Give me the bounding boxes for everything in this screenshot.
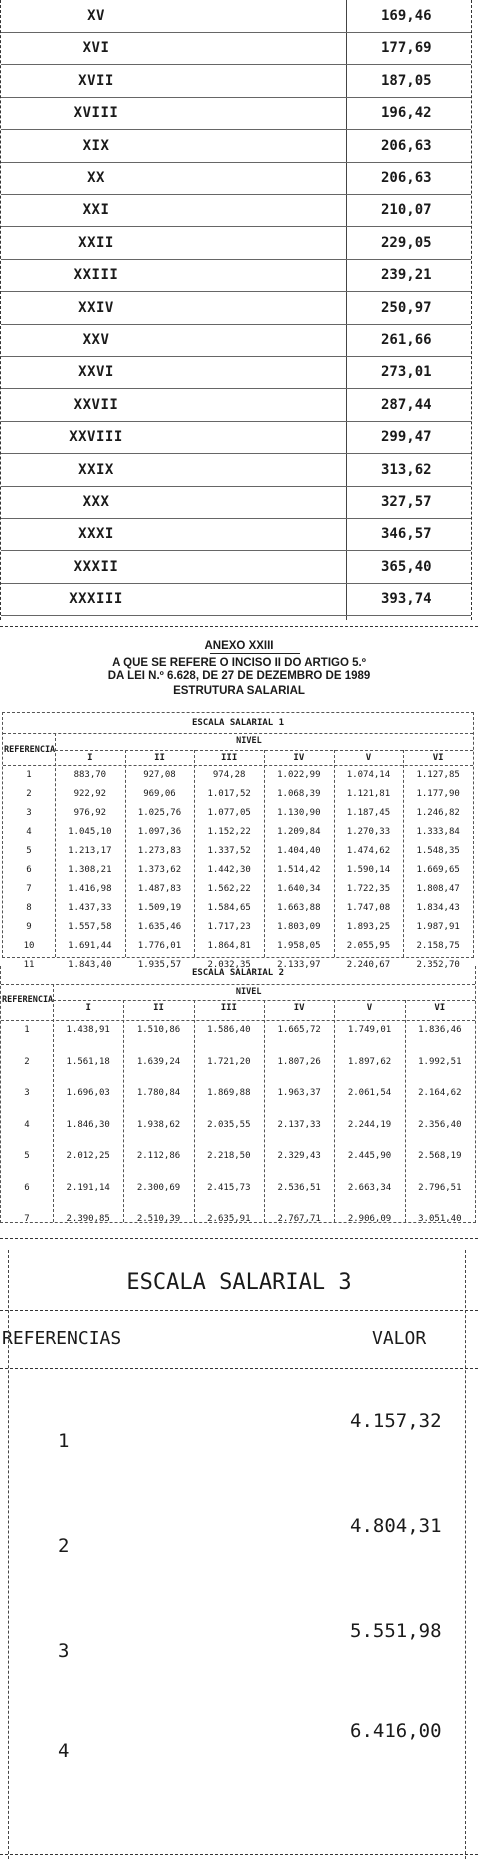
value-cell: 1.938,62 [136,1119,181,1130]
reference-cell: 3 [58,1640,70,1662]
value-cell: 1.935,57 [137,960,182,970]
value-cell: 1.721,20 [207,1056,251,1067]
value-cell: 2.112,86 [136,1151,181,1161]
value-cell: 2.329,43 [277,1151,321,1161]
table-row [1,324,471,357]
value-cell: 2.012,25 [66,1151,110,1161]
value-cell: 1.416,98 [68,884,112,894]
value-cell: 1.127,85 [416,770,460,780]
value-cell: 4.157,32 [350,1410,442,1432]
value-cell: 6.416,00 [350,1720,442,1742]
right-border [465,1250,466,1859]
table-row [1,292,471,325]
scale-title: ESCALA SALARIAL 2 [191,968,285,978]
value-cell: 2.164,62 [418,1088,462,1098]
value-cell: 273,01 [381,364,432,381]
value-cell: 1.776,01 [137,941,182,951]
value-cell: 2.568,19 [418,1151,462,1161]
annex-reference-line: A QUE SE REFERE O INCISO II DO ARTIGO 5.º [112,657,366,669]
value-cell: 1.807,26 [277,1056,321,1067]
value-cell: 2.137,33 [277,1119,321,1130]
level-column-header: VI [432,753,444,763]
title-divider [3,733,473,734]
table-row [1,130,471,163]
value-cell: 2.061,54 [347,1088,392,1098]
value-cell: 1.864,81 [207,941,251,951]
value-cell: 1.373,62 [137,865,182,875]
value-cell: 883,70 [73,770,107,780]
value-cell: 1.557,58 [68,922,112,932]
reference-cell: 4 [24,1119,30,1130]
value-cell: 5.551,98 [350,1620,442,1642]
bottom-border [0,1854,478,1855]
value-cell: 2.906,09 [347,1214,392,1224]
value-cell: 1.404,40 [277,846,321,856]
reference-cell: 9 [26,922,32,932]
value-cell: 1.897,62 [347,1056,392,1067]
value-cell: 2.032,35 [207,960,251,970]
reference-cell: 5 [24,1151,30,1161]
value-cell: 2.300,69 [136,1182,181,1193]
reference-cell: XXX [82,494,110,510]
value-cell: 250,97 [381,299,432,316]
reference-cell: XXI [82,202,110,219]
value-cell: 1.097,36 [137,827,182,837]
reference-cell: 2 [58,1535,70,1557]
value-cell: 365,40 [381,558,432,575]
reference-cell: XXVII [73,396,119,413]
value-cell: 346,57 [381,526,432,543]
value-cell: 196,42 [381,105,432,122]
value-cell: 1.074,14 [346,770,391,780]
scale-title: ESCALA SALARIAL 1 [191,718,285,728]
value-cell: 229,05 [381,234,432,251]
table-row [1,194,471,227]
value-cell: 1.270,33 [346,827,391,837]
value-cell: 1.077,05 [207,808,251,818]
reference-cell: 7 [24,1214,30,1224]
level-column-header: VI [434,1003,446,1013]
left-border [8,1250,9,1859]
value-cell: 299,47 [381,429,432,446]
reference-cell: XXXIII [69,591,123,608]
value-cell: 1.780,84 [136,1088,181,1098]
value-cell: 210,07 [381,202,432,219]
value-cell: 2.035,55 [207,1119,251,1130]
value-cell: 206,63 [381,170,432,186]
value-cell: 261,66 [381,332,432,348]
reference-cell: 7 [26,884,32,894]
table-row [1,454,471,487]
value-cell: 922,92 [73,789,107,799]
value-cell: 2.356,40 [418,1119,462,1130]
reference-cell: 1 [26,770,32,780]
value-cell: 169,46 [381,8,432,24]
table-row [1,97,471,130]
reference-cell: XVII [78,72,114,89]
value-cell: 1.747,08 [346,903,391,913]
value-cell: 1.803,09 [277,922,321,932]
reference-cell: XX [87,170,105,186]
value-cell: 976,92 [73,808,107,818]
value-cell: 393,74 [381,591,432,608]
reference-cell: XVIII [73,105,119,122]
value-cell: 1.130,90 [277,808,321,818]
reference-header: REFERENCIA [2,995,54,1005]
level-column-header: I [85,1003,91,1013]
value-cell: 1.209,84 [277,827,321,837]
reference-cell: 6 [26,865,32,875]
value-cell: 187,05 [381,72,432,89]
value-cell: 2.635,91 [207,1214,251,1224]
reference-cell: XXII [78,234,114,251]
value-cell: 3.051,40 [418,1214,462,1224]
value-cell: 1.846,30 [66,1119,110,1130]
table-row [1,0,471,33]
level-column-header: V [366,1003,373,1013]
reference-cell: 2 [24,1056,30,1067]
value-cell: 1.669,65 [416,865,460,875]
value-cell: 2.415,73 [207,1182,251,1193]
value-cell: 1.337,52 [207,846,251,856]
nivel-header: NIVEL [236,736,262,746]
table-row [1,227,471,260]
value-cell: 2.244,19 [347,1119,392,1130]
scale-3-title: ESCALA SALARIAL 3 [126,1270,352,1295]
reference-cell: 10 [23,941,35,951]
reference-cell: 1 [24,1025,30,1035]
level-column-header: I [87,753,93,763]
value-cell: 1.152,22 [207,827,251,837]
value-cell: 1.514,42 [277,865,321,875]
value-cell: 239,21 [381,267,432,284]
references-header: REFERENCIAS [2,1328,122,1349]
reference-cell: XV [87,8,105,24]
table-row [1,389,471,422]
level-column-header: IV [293,1003,305,1013]
value-cell: 1.442,30 [207,865,251,875]
value-cell: 1.548,35 [416,846,460,856]
reference-header: REFERENCIA [4,745,56,755]
value-cell: 2.390,85 [66,1214,110,1224]
reference-cell: 8 [26,903,32,913]
reference-cell: XXIX [78,461,114,478]
reference-cell: XXIV [78,299,114,316]
reference-cell: 4 [58,1740,70,1762]
salary-scale-1-table [2,712,474,970]
value-cell: 1.562,22 [207,884,251,894]
level-column-header: IV [293,753,305,763]
value-header: VALOR [372,1328,427,1349]
reference-cell: XXIII [73,267,119,284]
value-cell: 1.691,44 [68,941,112,951]
level-column-header: III [220,1003,237,1013]
value-cell: 1.663,88 [277,903,321,913]
value-cell: 1.665,72 [277,1025,321,1035]
table-row [1,259,471,292]
section-divider [0,1238,478,1239]
header-divider [0,1310,478,1311]
value-cell: 1.273,83 [137,846,182,856]
value-cell: 1.121,81 [346,789,391,799]
value-cell: 974,28 [212,770,246,780]
nivel-header: NIVEL [235,987,262,997]
value-cell: 1.635,46 [137,922,182,932]
reference-cell: XIX [82,137,110,154]
value-cell: 1.510,86 [136,1025,181,1035]
value-cell: 1.836,46 [418,1025,462,1035]
value-cell: 1.808,47 [416,884,460,894]
annex-subtitle: ESTRUTURA SALARIAL [173,685,305,697]
reference-cell: 11 [23,960,35,970]
value-cell: 1.017,52 [207,789,251,799]
annex-law-line: DA LEI N.º 6.628, DE 27 DE DEZEMBRO DE 1989 [107,670,371,682]
value-cell: 2.055,95 [346,941,391,951]
reference-cell: 2 [26,789,32,799]
value-cell: 1.509,19 [137,903,182,913]
value-cell: 1.177,90 [416,789,460,799]
table-row [1,356,471,389]
reference-cell: 5 [26,846,32,856]
value-cell: 1.474,62 [346,846,391,856]
reference-cell: 4 [26,827,32,837]
table-row [1,518,471,551]
reference-cell: XXVIII [69,429,123,446]
value-cell: 2.158,75 [416,941,460,951]
value-cell: 1.843,40 [68,960,112,970]
value-cell: 1.640,34 [277,884,321,894]
level-column-header: II [153,1003,164,1013]
value-cell: 1.246,82 [416,808,460,818]
value-cell: 2.218,50 [207,1151,251,1161]
table-row [1,486,471,519]
value-cell: 2.663,34 [347,1182,392,1193]
value-cell: 327,57 [381,494,432,510]
value-cell: 1.308,21 [68,865,112,875]
value-cell: 1.958,05 [277,941,321,951]
table-row [1,421,471,454]
value-cell: 1.893,25 [346,922,391,932]
level-column-header: V [365,753,372,763]
value-cell: 2.352,70 [416,960,460,970]
value-cell: 1.869,88 [207,1088,251,1098]
value-cell: 2.767,71 [277,1214,321,1224]
value-cell: 4.804,31 [350,1515,442,1537]
level-column-header: III [221,753,238,763]
value-cell: 313,62 [381,461,432,478]
reference-cell: XXVI [78,364,114,381]
value-cell: 2.536,51 [277,1182,321,1193]
annex-title-underline [210,653,300,654]
value-cell: 1.639,24 [136,1056,181,1067]
reference-cell: 3 [26,808,32,818]
value-cell: 2.796,51 [418,1182,462,1193]
value-cell: 1.487,83 [137,884,182,894]
value-cell: 1.834,43 [416,903,460,913]
value-cell: 1.068,39 [277,789,321,799]
value-cell: 2.445,90 [347,1151,392,1161]
value-cell: 287,44 [381,396,432,413]
table-row [1,551,471,584]
salary-scale-2-table [0,966,476,1223]
value-cell: 1.333,84 [416,827,460,837]
header-divider [0,1368,478,1369]
value-cell: 2.133,97 [277,960,321,970]
table-row [1,583,471,616]
reference-cell: XXV [82,332,110,348]
value-cell: 1.717,23 [207,922,251,932]
reference-value-table [0,0,472,620]
level-column-header: II [154,753,165,763]
reference-cell: XXXII [73,558,119,575]
value-cell: 1.987,91 [416,922,460,932]
value-cell: 1.963,37 [277,1088,321,1098]
value-cell: 1.022,99 [277,770,321,780]
value-cell: 1.586,40 [207,1025,251,1035]
salary-scale-3-table [0,1250,478,1859]
table-row [1,65,471,98]
value-cell: 1.561,18 [66,1056,110,1067]
value-cell: 1.590,14 [346,865,391,875]
value-cell: 206,63 [381,137,432,154]
value-cell: 1.213,17 [68,846,112,856]
reference-cell: 1 [58,1430,70,1452]
value-cell: 1.722,35 [346,884,391,894]
value-cell: 2.191,14 [66,1182,110,1193]
value-cell: 2.510,39 [136,1214,181,1224]
reference-cell: XXXI [78,526,114,543]
value-cell: 1.696,03 [66,1088,110,1098]
value-cell: 1.584,65 [207,903,251,913]
reference-cell: XVI [82,40,110,57]
value-cell: 927,08 [143,770,176,780]
value-cell: 1.438,91 [66,1025,110,1035]
value-cell: 1.025,76 [137,808,182,818]
reference-cell: 3 [24,1088,30,1098]
value-cell: 1.045,10 [68,827,112,837]
table-row [1,162,471,195]
annex-title: ANEXO XXIII [204,640,274,652]
value-cell: 2.240,67 [346,960,391,970]
section-divider [0,626,478,627]
value-cell: 177,69 [381,40,432,57]
table-row [1,32,471,65]
value-cell: 1.187,45 [346,808,391,818]
value-cell: 969,06 [143,789,176,799]
value-cell: 1.992,51 [418,1056,462,1067]
value-cell: 1.749,01 [347,1025,392,1035]
reference-cell: 6 [24,1182,30,1193]
value-cell: 1.437,33 [68,903,112,913]
title-divider [1,984,475,985]
